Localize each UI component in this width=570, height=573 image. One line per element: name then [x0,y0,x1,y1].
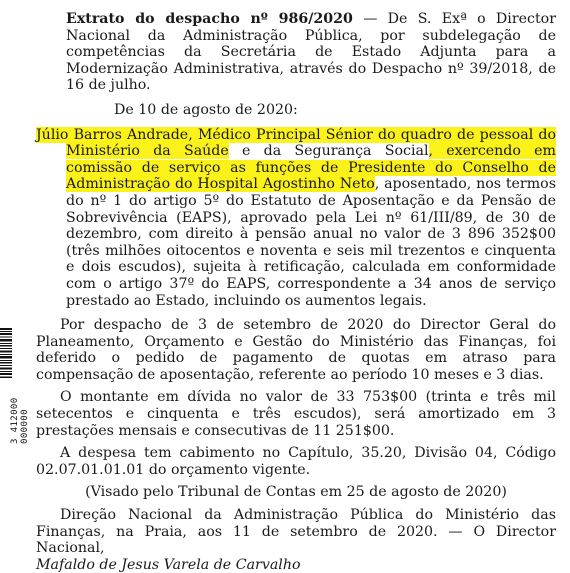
dispatch-header [36,11,556,94]
date-line-text: De 10 de agosto de 2020: [114,101,298,118]
court-approval-note: (Visado pelo Tribunal de Contas em 25 de agosto de 2020) [85,484,507,501]
appointment-text-c: , aposentado, nos termos do nº 1 do artigo 5º do Estatuto de Aposentação e da Pensão de Sobrevivência (EAPS), aprovado pela Lei nº 61/III/89, de 30 de dezembro, com direito à pensão anual no valor de 3 896 352$00 (três milhões oitocentos e noventa e seis mil trezentos e cinquenta e dois escudos), sujeita à retificação, calculada em conformidade com o artigo 37º do EAPS, correspondente a 34 anos de serviço prestado ao Estado, incluindo os aumentos legais. [66,176,556,309]
dispatch-intro: — De S. Exª o Director Nacional da Administração Pública, por subdelegação de competências da Secretária de Estado Adjunta para a Modernização Administrativa, através do Despacho nº 39/2018, de 16 de julho. [66,11,556,94]
appointment-role: , exercendo em comissão de serviço as funções de Presidente do Conselho de Administração do Hospital Agostinho Neto [66,143,556,193]
signature-name: Mafaldo de Jesus Varela de Carvalho [36,556,301,573]
signature-line [36,557,556,573]
date-line [36,102,556,119]
person-name: Júlio Barros Andrade [36,126,189,143]
ministry-name: Ministério da Saúde [66,143,229,160]
paragraph-quota-payment: Por despacho de 3 de setembro de 2020 do Director Geral do Planeamento, Orçamento e Gestão do Ministério das Finanças, foi deferido o pedido de pagamento de quotas em atraso para compensação de aposentação, referente ao período 10 meses e 3 dias. [36,317,556,383]
appointment-text-a: , Médico Principal Sénior do quadro de pessoal do [188,126,556,143]
document-page [36,0,556,573]
appointment-text-b: e da Segurança Social [228,143,429,160]
dispatch-title: Extrato do despacho nº 986/2020 [66,11,353,27]
paragraph-budget: A despesa tem cabimento no Capítulo, 35.20, Divisão 04, Código 02.07.01.01.01 do orçamento vigente. [36,445,556,478]
paragraph-debt-amount: O montante em dívida no valor de 33 753$00 (trinta e três mil setecentos e cinquenta e três escudos), será amortizado em 3 prestações mensais e consecutivas de 11 251$00. [36,389,556,439]
paragraph-closing: Direção Nacional da Administração Pública do Ministério das Finanças, na Praia, aos 11 de setembro de 2020. — O Director Nacional, [36,507,556,557]
barcode-graphic [0,328,12,378]
paragraph-appointment [36,127,556,310]
barcode-number: 3 412000 000000 [10,397,30,444]
